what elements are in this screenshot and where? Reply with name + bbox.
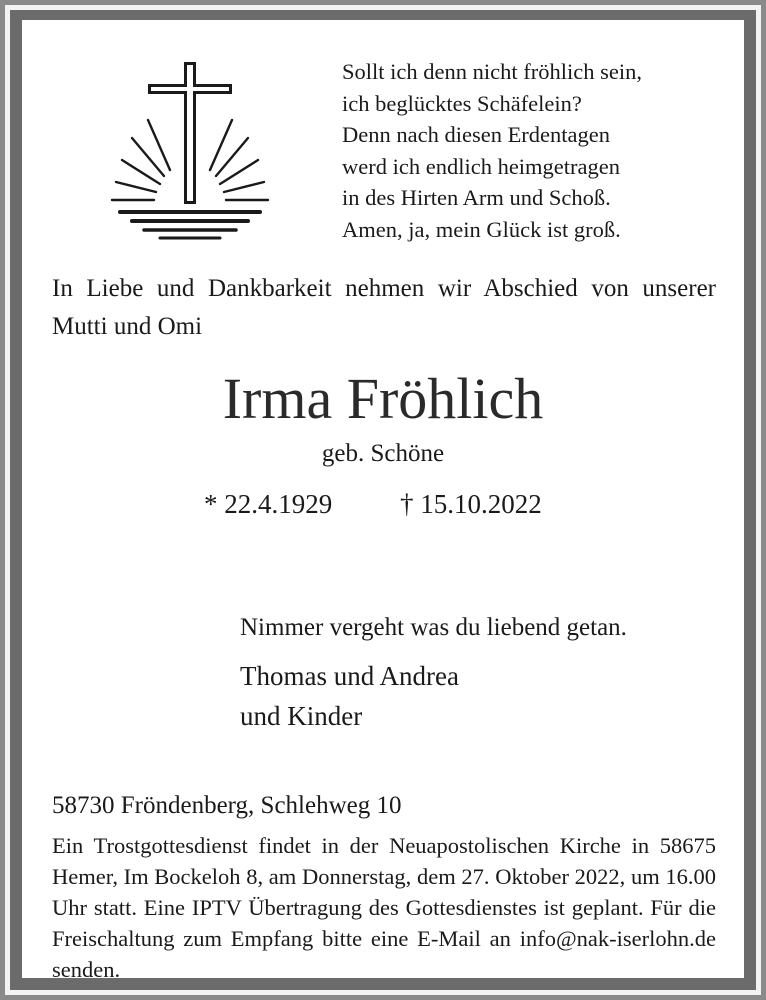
deceased-name: Irma Fröhlich	[222, 366, 544, 431]
poem-line: Sollt ich denn nicht fröhlich sein,	[342, 59, 642, 84]
service-notice: Ein Trostgottesdienst findet in der Neuapostolischen Kirche in 58675 Hemer, Im Bockeloh 8, am Donnerstag, dem 27. Oktober 2022, um 16.00 Uhr statt. Eine IPTV Übertragung des Gottesdienstes ist geplant. Für die Freischaltung zum Empfang bitte eine E-Mail an info@nak-iserlohn.de senden.	[52, 833, 716, 982]
death-date: † 15.10.2022	[400, 489, 542, 519]
intro-text: In Liebe und Dankbarkeit nehmen wir Abschied von unserer Mutti und Omi	[52, 275, 716, 340]
life-dates	[204, 486, 604, 522]
poem-line: in des Hirten Arm und Schoß.	[342, 185, 611, 210]
mourners	[240, 656, 720, 736]
poem-line: Amen, ja, mein Glück ist groß.	[342, 216, 621, 242]
poem-line: werd ich endlich heimgetragen	[342, 153, 621, 179]
poem-line: Denn nach diesen Erdentagen	[342, 122, 611, 147]
poem-line: ich beglücktes Schäfelein?	[342, 90, 582, 116]
cross-with-sun-rays-icon	[104, 60, 276, 240]
frame-border	[10, 10, 756, 990]
inner-frame	[5, 5, 761, 995]
address: 58730 Fröndenberg, Schlehweg 10	[52, 792, 402, 819]
poem	[342, 56, 732, 245]
memorial-quote: Nimmer vergeht was du liebend getan.	[240, 614, 627, 641]
mourner-line: und Kinder	[240, 701, 363, 731]
obituary-card	[22, 20, 744, 982]
birth-date: * 22.4.1929	[204, 489, 333, 519]
birth-name: geb. Schöne	[321, 440, 445, 467]
mourner-line: Thomas und Andrea	[240, 661, 459, 691]
